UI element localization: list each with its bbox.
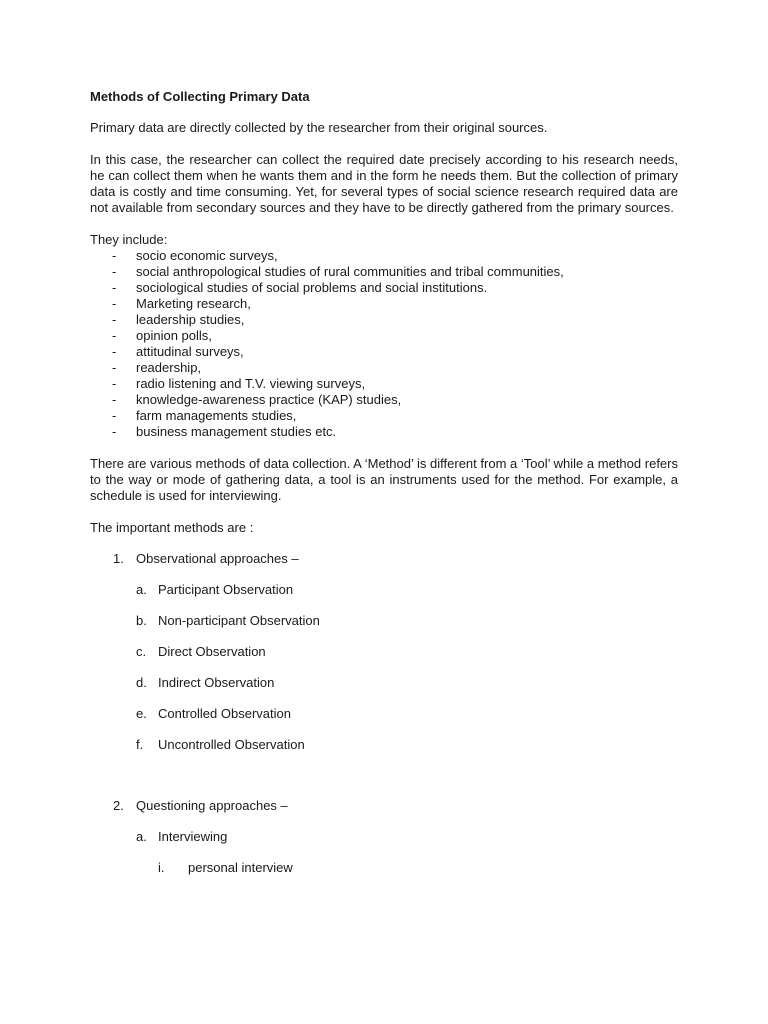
dash-bullet: -: [112, 424, 117, 439]
dash-bullet: -: [112, 248, 117, 263]
spacer: [90, 768, 678, 798]
method-number: 1.: [113, 551, 124, 566]
method-label: Questioning approaches –: [136, 798, 288, 813]
sub-sub-method-item: i. personal interview: [158, 860, 293, 875]
dash-bullet: -: [112, 312, 117, 327]
methods-label: The important methods are :: [90, 520, 254, 535]
list-item: - business management studies etc.: [112, 424, 337, 439]
dash-bullet: -: [112, 408, 117, 423]
sub-method-item: f. Uncontrolled Observation: [136, 737, 305, 752]
dash-bullet: -: [112, 296, 117, 311]
dash-bullet: -: [112, 376, 117, 391]
method-observational: [90, 551, 678, 567]
list-item: - farm managements studies,: [112, 408, 297, 423]
document-page: [90, 89, 678, 891]
sub-method-letter: a.: [136, 829, 147, 844]
sub-method-item: c. Direct Observation: [136, 644, 266, 659]
sub-method-letter: c.: [136, 644, 147, 659]
list-item: - knowledge-awareness practice (KAP) studies,: [112, 392, 402, 407]
sub-method-letter: d.: [136, 675, 147, 690]
intro-paragraph: Primary data are directly collected by the researcher from their original sources.: [90, 120, 548, 135]
list-item: - Marketing research,: [112, 296, 251, 311]
list-item: - socio economic surveys,: [112, 248, 278, 263]
list-item: - attitudinal surveys,: [112, 344, 244, 359]
method-questioning: [90, 798, 678, 814]
list-item: - social anthropological studies of rural communities and tribal communities,: [112, 264, 564, 279]
include-label: They include:: [90, 232, 168, 247]
sub-method-letter: f.: [136, 737, 144, 752]
sub-method-item: a. Participant Observation: [136, 582, 294, 597]
sub-method-item: d. Indirect Observation: [136, 675, 275, 690]
list-item: - radio listening and T.V. viewing surveys,: [112, 376, 366, 391]
roman-numeral: i.: [158, 860, 165, 875]
research-needs-paragraph: In this case, the researcher can collect the required date precisely according to his research needs, he can collect them when he wants them and in the form he needs them. But the collection of primary data is costly and time consuming. Yet, for several types of social science research required data are not available from secondary sources and they have to be directly gathered from the primary sources.: [90, 152, 678, 215]
list-item: - opinion polls,: [112, 328, 212, 343]
sub-method-item: a. Interviewing: [136, 829, 228, 844]
sub-method-item: e. Controlled Observation: [136, 706, 291, 721]
sub-method-letter: a.: [136, 582, 147, 597]
dash-bullet: -: [112, 264, 117, 279]
method-label: Observational approaches –: [136, 551, 299, 566]
dash-bullet: -: [112, 392, 117, 407]
list-item: - readership,: [112, 360, 202, 375]
include-list: [90, 248, 678, 440]
list-item: - sociological studies of social problems and social institutions.: [112, 280, 488, 295]
dash-bullet: -: [112, 360, 117, 375]
dash-bullet: -: [112, 280, 117, 295]
method-vs-tool-paragraph: There are various methods of data collection. A ‘Method’ is different from a ‘Tool’ while a method refers to the way or mode of gathering data, a tool is an instruments used for the method. For example, a schedule is used for interviewing.: [90, 456, 678, 503]
dash-bullet: -: [112, 344, 117, 359]
dash-bullet: -: [112, 328, 117, 343]
list-item: - leadership studies,: [112, 312, 245, 327]
sub-method-letter: e.: [136, 706, 147, 721]
method-number: 2.: [113, 798, 124, 813]
sub-method-letter: b.: [136, 613, 147, 628]
sub-method-item: b. Non-participant Observation: [136, 613, 320, 628]
document-title: Methods of Collecting Primary Data: [90, 89, 310, 104]
